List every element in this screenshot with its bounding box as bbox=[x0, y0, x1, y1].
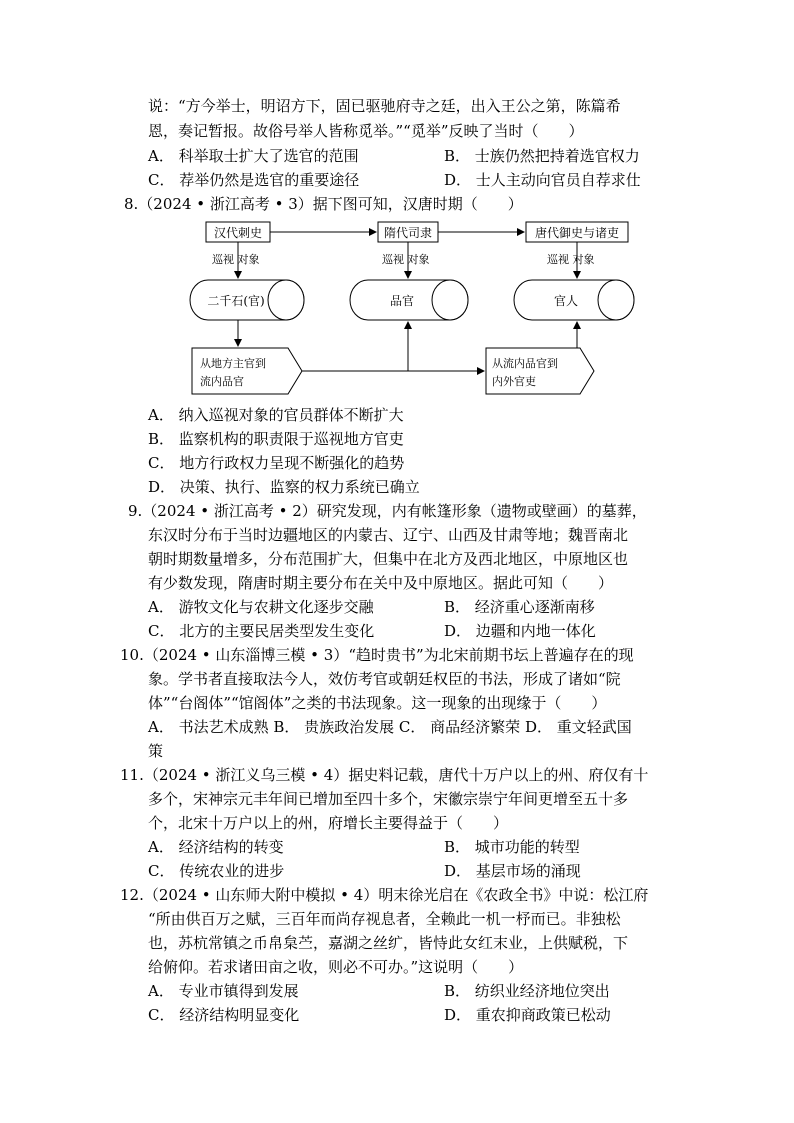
q7-option-b[interactable]: B． 士族仍然把持着选官权力 bbox=[444, 147, 640, 165]
q12-line-3: 也，苏杭常镇之币帛枲苎，嘉湖之丝纩，皆恃此女红末业，上供赋税，下 bbox=[148, 934, 629, 952]
box-sui-sili bbox=[378, 222, 438, 242]
arrow-box-liunei-to-neiwai bbox=[486, 348, 594, 394]
cylinder-guanren bbox=[514, 280, 634, 320]
arrow-box-1-line-1: 从地方主官到 bbox=[200, 357, 266, 370]
q8-option-a[interactable]: A． 纳入巡视对象的官员群体不断扩大 bbox=[148, 406, 404, 424]
box-sui-sili-label: 隋代司隶 bbox=[383, 226, 433, 240]
q8-option-d[interactable]: D． 决策、执行、监察的权力系统已确立 bbox=[148, 478, 420, 496]
q8-option-c[interactable]: C． 地方行政权力呈现不断强化的趋势 bbox=[148, 454, 405, 472]
edge-label-1: 巡视 对象 bbox=[212, 253, 260, 266]
q12-line-2: “所由供百万之赋，三百年而尚存视息者，全赖此一机一杼而已。非独松 bbox=[148, 910, 621, 928]
arrow-box-2-line-2: 内外官吏 bbox=[492, 375, 536, 388]
q7-option-a[interactable]: A． 科举取士扩大了选官的范围 bbox=[148, 147, 359, 165]
q10-line-2: 象。学书者直接取法今人，效仿考官或朝廷权臣的书法，形成了诸如“院 bbox=[148, 670, 621, 688]
q11-option-d[interactable]: D． 基层市场的涌现 bbox=[444, 862, 581, 880]
arrow-box-difang-to-liunei bbox=[192, 348, 302, 394]
q9-option-d[interactable]: D． 边疆和内地一体化 bbox=[444, 622, 596, 640]
cylinder-pinguan bbox=[350, 280, 468, 320]
q11-line-3: 个，北宋十万户以上的州，府增长主要得益于（ ） bbox=[148, 814, 509, 832]
q12-line-1: 12.（2024 • 山东师大附中模拟 • 4）明末徐光启在《农政全书》中说：松江府 bbox=[120, 886, 649, 904]
arrow-box-1-line-2: 流内品官 bbox=[200, 375, 244, 388]
q9-line-1: 9.（2024 • 浙江高考 • 2）研究发现，内有帐篷形象（遗物或壁画）的墓葬， bbox=[128, 502, 647, 520]
edge-label-3: 巡视 对象 bbox=[547, 253, 595, 266]
q12-option-a[interactable]: A． 专业市镇得到发展 bbox=[148, 982, 299, 1000]
q7-line-2: 恩，奏记暂报。故俗号举人皆称觅举。”“觅举”反映了当时（ ） bbox=[148, 122, 584, 140]
cylinder-erqianshi-label: 二千石(官) bbox=[207, 294, 265, 308]
q9-option-b[interactable]: B． 经济重心逐渐南移 bbox=[444, 598, 595, 616]
q7-option-d[interactable]: D． 士人主动向官员自荐求仕 bbox=[444, 171, 641, 189]
q12-option-b[interactable]: B． 纺织业经济地位突出 bbox=[444, 982, 610, 1000]
cylinder-guanren-label: 官人 bbox=[553, 294, 579, 308]
q9-line-3: 朝时期数量增多，分布范围扩大，但集中在北方及西北地区，中原地区也 bbox=[148, 550, 629, 568]
q8-diagram bbox=[180, 218, 650, 398]
q11-line-2: 多个，宋神宗元丰年间已增加至四十多个，宋徽宗崇宁年间更增至五十多 bbox=[148, 790, 629, 808]
q9-line-4: 有少数发现，隋唐时期主要分布在关中及中原地区。据此可知（ ） bbox=[148, 574, 614, 592]
q12-line-4: 给俯仰。若求诸田亩之收，则必不可办。”这说明（ ） bbox=[148, 958, 524, 976]
q8-option-b[interactable]: B． 监察机构的职责限于巡视地方官吏 bbox=[148, 430, 404, 448]
q10-option-d-wrap: 策 bbox=[148, 742, 164, 760]
q10-line-1: 10.（2024 • 山东淄博三模 • 3）“趋时贵书”为北宋前期书坛上普遍存在的现 bbox=[120, 646, 634, 664]
cylinder-erqianshi bbox=[190, 280, 304, 320]
q9-line-2: 东汉时分布于当时边疆地区的内蒙古、辽宁、山西及甘肃等地；魏晋南北 bbox=[148, 526, 629, 544]
box-han-cishi bbox=[206, 222, 270, 242]
box-tang-yushi bbox=[526, 222, 628, 242]
q11-option-b[interactable]: B． 城市功能的转型 bbox=[444, 838, 580, 856]
q11-line-1: 11.（2024 • 浙江义乌三模 • 4）据史料记载，唐代十万户以上的州、府仅有十 bbox=[120, 766, 649, 784]
q12-option-d[interactable]: D． 重农抑商政策已松动 bbox=[444, 1006, 611, 1024]
q11-option-c[interactable]: C． 传统农业的进步 bbox=[148, 862, 285, 880]
q8-stem: 8.（2024 • 浙江高考 • 3）据下图可知，汉唐时期（ ） bbox=[124, 195, 523, 213]
q10-options[interactable]: A． 书法艺术成熟 B． 贵族政治发展 C． 商品经济繁荣 D． 重文轻武国 bbox=[148, 718, 632, 736]
arrow-box-2-line-1: 从流内品官到 bbox=[492, 357, 558, 370]
q9-option-c[interactable]: C． 北方的主要民居类型发生变化 bbox=[148, 622, 375, 640]
q7-line-1: 说：“方今举士，明诏方下，固已驱驰府寺之廷，出入王公之第，陈篇希 bbox=[148, 97, 621, 115]
edge-label-2: 巡视 对象 bbox=[382, 253, 430, 266]
q11-option-a[interactable]: A． 经济结构的转变 bbox=[148, 838, 284, 856]
q9-option-a[interactable]: A． 游牧文化与农耕文化逐步交融 bbox=[148, 598, 374, 616]
q7-option-c[interactable]: C． 荐举仍然是选官的重要途径 bbox=[148, 171, 360, 189]
q10-line-3: 体”“台阁体”“馆阁体”之类的书法现象。这一现象的出现缘于（ ） bbox=[148, 694, 607, 712]
box-tang-yushi-label: 唐代御史与诸吏 bbox=[534, 226, 620, 240]
box-han-cishi-label: 汉代刺史 bbox=[213, 226, 263, 240]
q12-option-c[interactable]: C． 经济结构明显变化 bbox=[148, 1006, 300, 1024]
cylinder-pinguan-label: 品官 bbox=[389, 294, 415, 308]
